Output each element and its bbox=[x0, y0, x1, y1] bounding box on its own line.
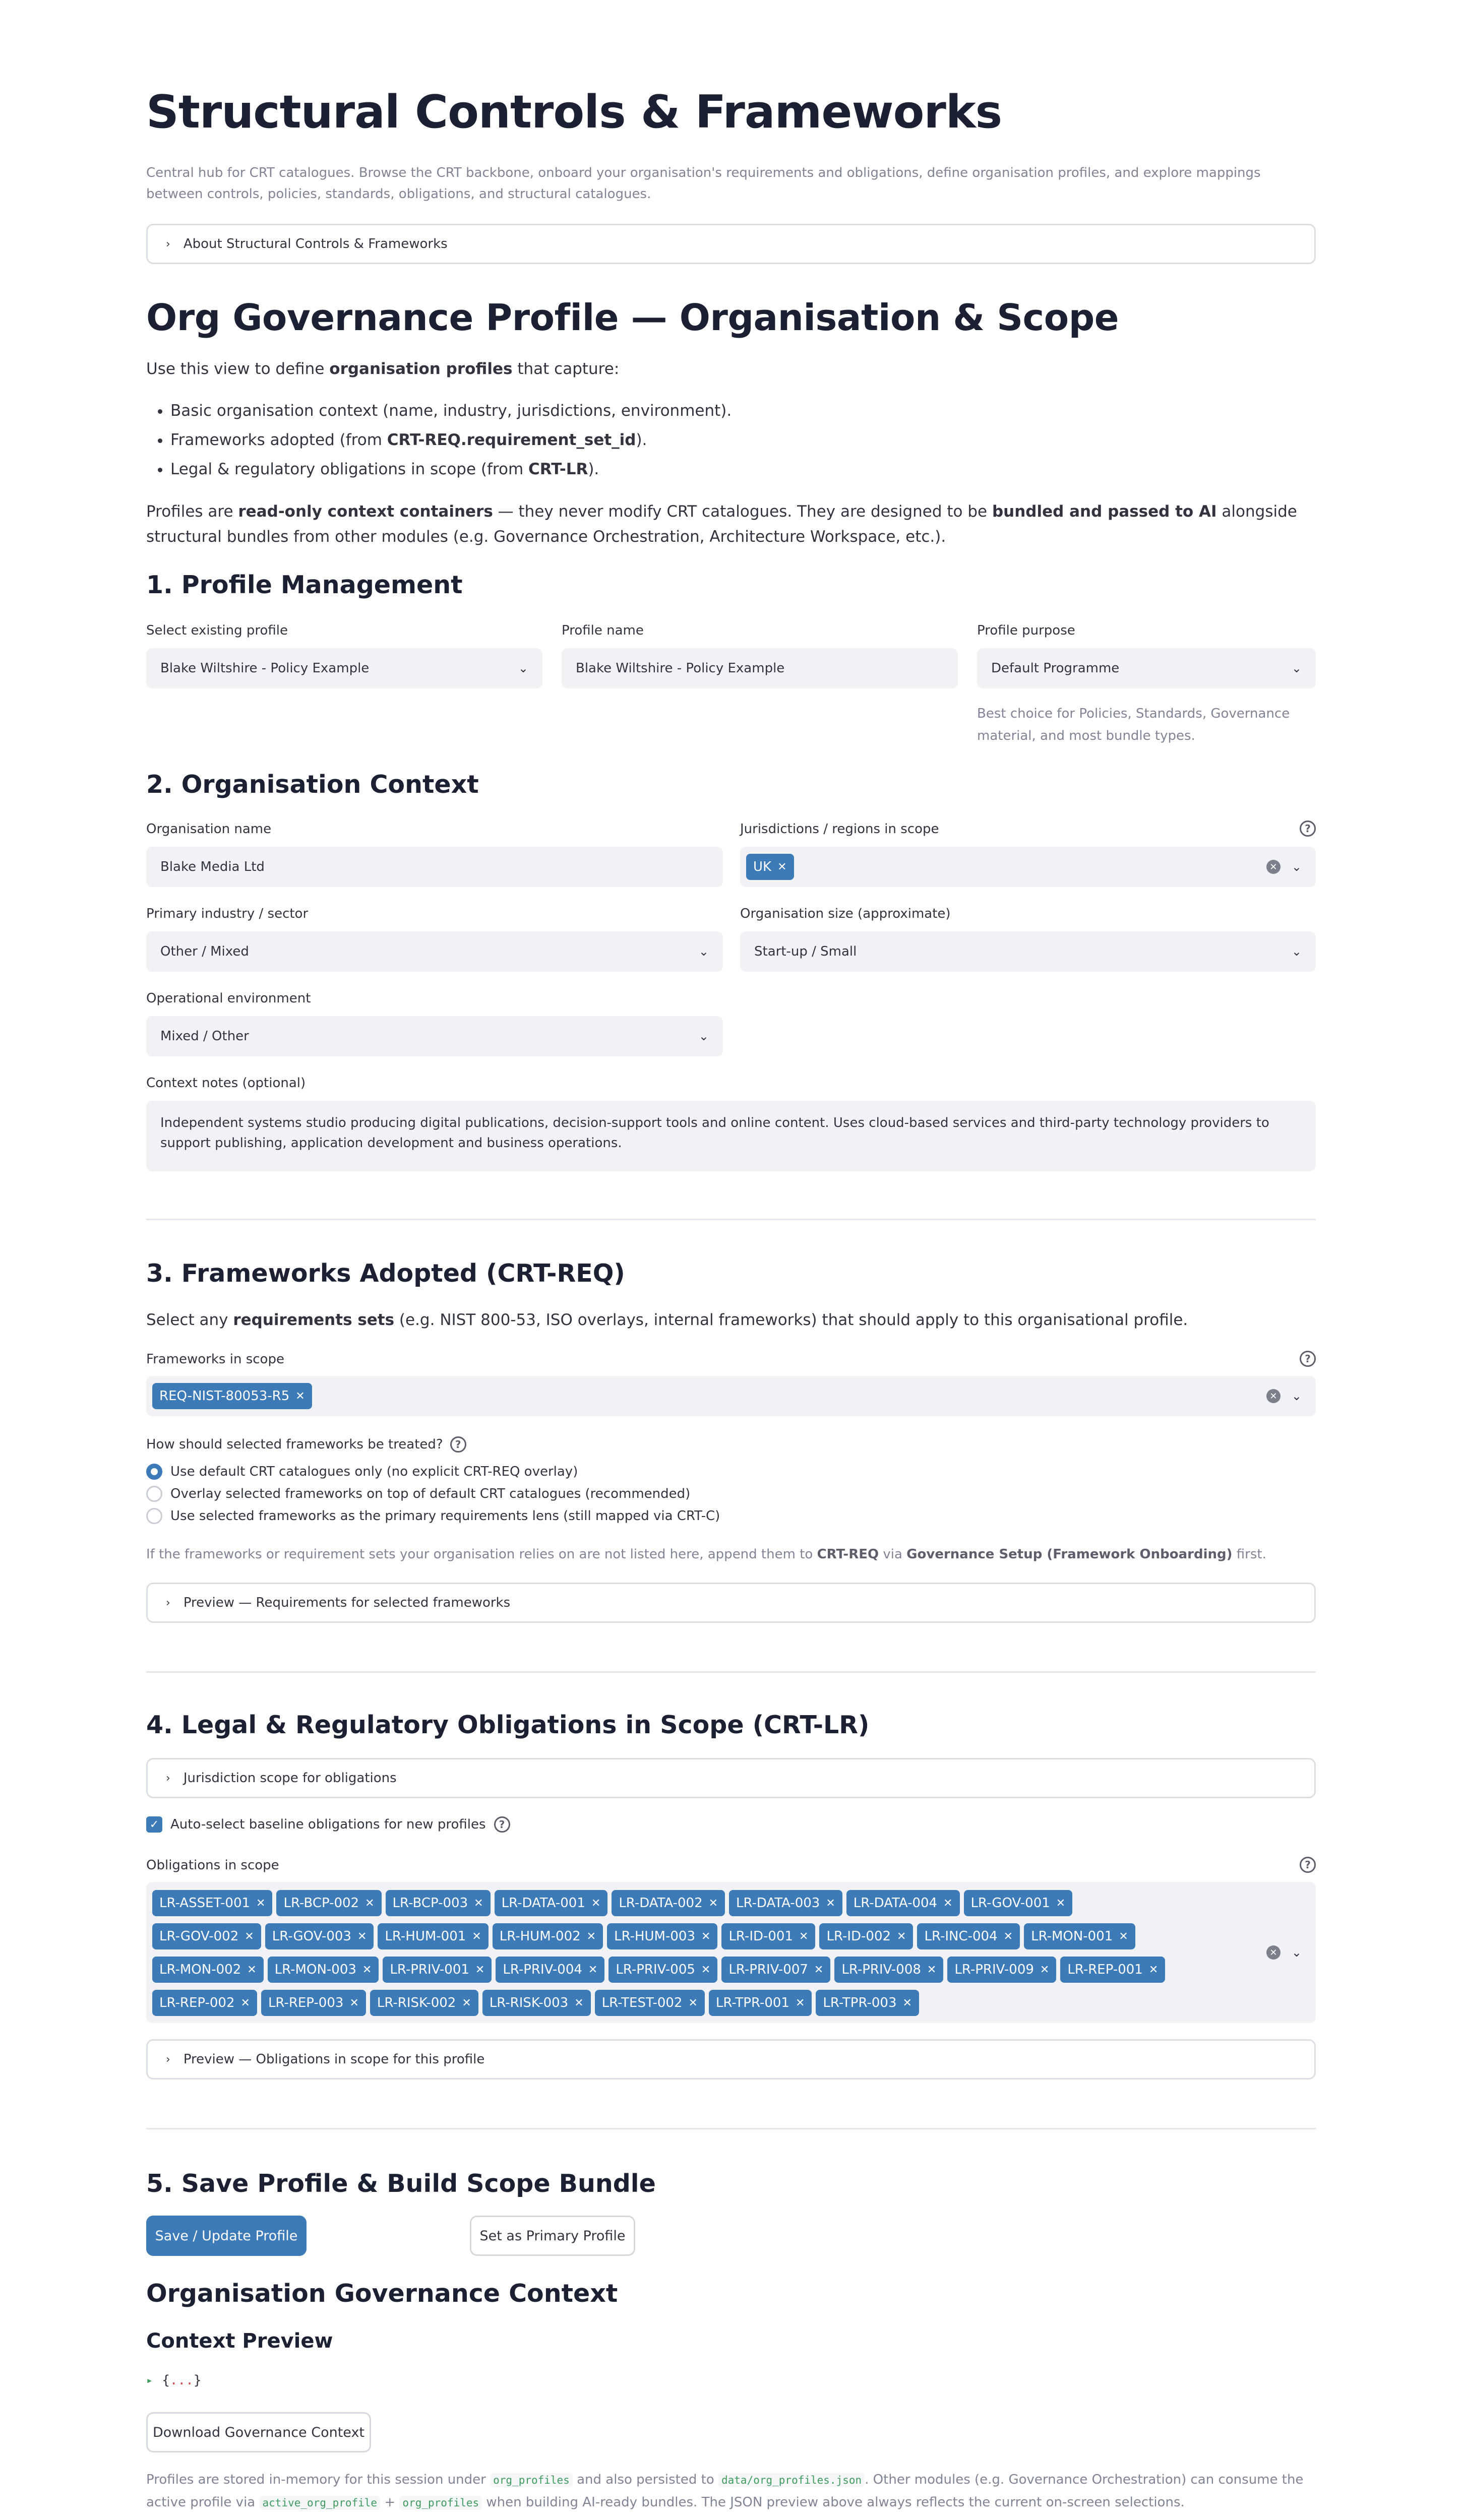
close-icon[interactable]: ✕ bbox=[708, 1897, 718, 1910]
chevron-down-icon[interactable]: ⌄ bbox=[1291, 860, 1302, 874]
environment-label: Operational environment bbox=[146, 991, 311, 1006]
obligation-tag-row bbox=[152, 1890, 1251, 1923]
org-size-label: Organisation size (approximate) bbox=[740, 906, 951, 921]
close-icon[interactable]: ✕ bbox=[701, 1963, 711, 1976]
radio-selected-icon[interactable] bbox=[146, 1464, 162, 1480]
obligation-tag[interactable]: LR-ID-001 ✕ bbox=[721, 1923, 815, 1949]
close-icon[interactable]: ✕ bbox=[814, 1963, 824, 1976]
chevron-right-icon: › bbox=[166, 1772, 170, 1785]
close-icon[interactable]: ✕ bbox=[586, 1930, 596, 1943]
obligation-tag[interactable]: LR-BCP-003 ✕ bbox=[386, 1890, 491, 1916]
treatment-radio-group bbox=[146, 1461, 720, 1527]
close-icon: ✕ bbox=[777, 860, 787, 873]
chevron-down-icon: ⌄ bbox=[1291, 661, 1302, 675]
obligation-tag[interactable]: LR-BCP-002 ✕ bbox=[276, 1890, 381, 1916]
select-profile-value: Blake Wiltshire - Policy Example bbox=[160, 661, 370, 676]
obligation-tag[interactable]: LR-DATA-001 ✕ bbox=[495, 1890, 608, 1916]
close-icon[interactable]: ✕ bbox=[943, 1897, 953, 1910]
obligation-tag[interactable]: LR-INC-004 ✕ bbox=[917, 1923, 1020, 1949]
obligation-tag[interactable]: LR-MON-002 ✕ bbox=[152, 1957, 264, 1983]
obligation-tag[interactable]: LR-TPR-003 ✕ bbox=[816, 1990, 919, 2016]
select-profile-dropdown[interactable] bbox=[146, 648, 542, 688]
close-icon[interactable]: ✕ bbox=[462, 1996, 471, 2009]
obligation-tag[interactable]: LR-PRIV-007 ✕ bbox=[721, 1957, 830, 1983]
obligation-tag[interactable]: LR-DATA-002 ✕ bbox=[612, 1890, 725, 1916]
close-icon[interactable]: ✕ bbox=[1119, 1930, 1128, 1943]
set-primary-button[interactable]: Set as Primary Profile bbox=[470, 2216, 635, 2256]
expand-triangle-icon[interactable]: ▸ bbox=[146, 2374, 153, 2387]
profile-purpose-label: Profile purpose bbox=[977, 623, 1075, 638]
obligation-tag[interactable]: LR-MON-001 ✕ bbox=[1024, 1923, 1135, 1949]
obligation-tag[interactable]: LR-MON-003 ✕ bbox=[268, 1957, 379, 1983]
obligation-tag[interactable]: LR-HUM-002 ✕ bbox=[493, 1923, 603, 1949]
jurisdictions-multiselect[interactable] bbox=[740, 847, 1316, 887]
radio-option[interactable]: Overlay selected frameworks on top of default CRT catalogues (recommended) bbox=[146, 1483, 720, 1505]
profile-purpose-help: Best choice for Policies, Standards, Governance material, and most bundle types. bbox=[977, 706, 1290, 743]
obligation-tag[interactable]: LR-PRIV-008 ✕ bbox=[834, 1957, 943, 1983]
profile-purpose-dropdown[interactable] bbox=[977, 648, 1316, 688]
frameworks-note: If the frameworks or requirement sets your organisation relies on are not listed here, append them to CRT-REQ via Governance Setup (Framework Onboarding) first. bbox=[146, 1547, 1266, 1562]
radio-option[interactable]: Use selected frameworks as the primary requirements lens (still mapped via CRT-C) bbox=[146, 1505, 720, 1527]
frameworks-label: Frameworks in scope bbox=[146, 1352, 284, 1367]
close-icon[interactable]: ✕ bbox=[574, 1996, 584, 2009]
intro-lead: Use this view to define organisation profiles that capture: bbox=[146, 360, 620, 378]
obligation-tag[interactable]: LR-TPR-001 ✕ bbox=[709, 1990, 812, 2016]
obligation-tag[interactable]: LR-HUM-001 ✕ bbox=[378, 1923, 488, 1949]
close-icon[interactable]: ✕ bbox=[795, 1996, 805, 2009]
close-icon[interactable]: ✕ bbox=[472, 1930, 481, 1943]
close-icon[interactable]: ✕ bbox=[588, 1963, 598, 1976]
org-size-value: Start-up / Small bbox=[754, 944, 857, 959]
radio-icon[interactable] bbox=[146, 1486, 162, 1502]
chevron-right-icon: › bbox=[166, 237, 170, 250]
frameworks-lead: Select any requirements sets (e.g. NIST 800-53, ISO overlays, internal frameworks) that should apply to this organisational profile. bbox=[146, 1311, 1188, 1329]
context-notes-value: Independent systems studio producing digital publications, decision-support tools and online content. Uses cloud-based services and third-party technology providers to support publishing, application development and business operations. bbox=[160, 1115, 1269, 1151]
obligations-controls bbox=[1266, 1945, 1302, 1960]
clear-icon[interactable]: ✕ bbox=[1266, 1945, 1281, 1960]
close-icon[interactable]: ✕ bbox=[902, 1996, 912, 2009]
close-icon[interactable]: ✕ bbox=[1003, 1930, 1013, 1943]
obligation-tag[interactable]: LR-PRIV-009 ✕ bbox=[947, 1957, 1056, 1983]
frameworks-preview-expander[interactable] bbox=[146, 1583, 1316, 1623]
clear-icon[interactable]: ✕ bbox=[1266, 860, 1281, 874]
governance-context-title: Organisation Governance Context bbox=[146, 2279, 618, 2308]
close-icon[interactable]: ✕ bbox=[1056, 1897, 1066, 1910]
close-icon[interactable]: ✕ bbox=[701, 1930, 711, 1943]
close-icon[interactable]: ✕ bbox=[247, 1963, 257, 1976]
frameworks-preview-label: Preview — Requirements for selected frameworks bbox=[183, 1595, 511, 1610]
frameworks-multiselect[interactable] bbox=[146, 1376, 1316, 1416]
close-icon[interactable]: ✕ bbox=[688, 1996, 698, 2009]
auto-select-checkbox[interactable]: ✓ Auto-select baseline obligations for new profiles ? bbox=[146, 1816, 510, 1833]
clear-icon[interactable]: ✕ bbox=[1266, 1389, 1281, 1403]
intro-bullets bbox=[146, 396, 732, 484]
obligation-tag[interactable]: LR-RISK-002 ✕ bbox=[370, 1990, 478, 2016]
close-icon[interactable]: ✕ bbox=[927, 1963, 937, 1976]
close-icon[interactable]: ✕ bbox=[591, 1897, 601, 1910]
jurisdictions-label: Jurisdictions / regions in scope bbox=[740, 822, 939, 837]
framework-tag[interactable]: REQ-NIST-80053-R5 ✕ bbox=[152, 1383, 312, 1409]
obligation-tag[interactable]: LR-ID-002 ✕ bbox=[819, 1923, 913, 1949]
obligation-tag[interactable]: LR-DATA-003 ✕ bbox=[729, 1890, 842, 1916]
obligations-preview-expander[interactable] bbox=[146, 2039, 1316, 2080]
obligations-tag-list bbox=[152, 1890, 1251, 2023]
obligation-tag[interactable]: LR-HUM-003 ✕ bbox=[607, 1923, 717, 1949]
help-icon[interactable]: ? bbox=[1300, 821, 1316, 837]
divider bbox=[146, 1219, 1316, 1220]
section-2-title: 2. Organisation Context bbox=[146, 770, 479, 799]
download-context-button[interactable]: Download Governance Context bbox=[146, 2412, 371, 2452]
section-title: Org Governance Profile — Organisation & Scope bbox=[146, 296, 1119, 339]
chevron-down-icon[interactable]: ⌄ bbox=[1291, 1945, 1302, 1960]
obligations-preview-label: Preview — Obligations in scope for this profile bbox=[183, 2052, 485, 2067]
about-expander[interactable] bbox=[146, 224, 1316, 264]
close-icon[interactable]: ✕ bbox=[897, 1930, 906, 1943]
chevron-right-icon: › bbox=[166, 1596, 170, 1609]
checkbox-checked-icon[interactable]: ✓ bbox=[146, 1816, 162, 1833]
help-icon[interactable]: ? bbox=[494, 1816, 510, 1833]
obligation-tag-row bbox=[152, 1990, 1251, 2023]
list-item: • Frameworks adopted (from CRT-REQ.requirement_set_id). bbox=[170, 425, 732, 455]
radio-icon[interactable] bbox=[146, 1508, 162, 1524]
close-icon[interactable]: ✕ bbox=[256, 1897, 266, 1910]
obligation-tag[interactable]: LR-ASSET-001 ✕ bbox=[152, 1890, 272, 1916]
section-1-title: 1. Profile Management bbox=[146, 571, 463, 599]
obligation-tag-row bbox=[152, 1957, 1251, 1990]
context-notes-label: Context notes (optional) bbox=[146, 1076, 306, 1091]
close-icon[interactable]: ✕ bbox=[474, 1897, 483, 1910]
section-4-title: 4. Legal & Regulatory Obligations in Scope (CRT-LR) bbox=[146, 1711, 870, 1739]
context-notes-textarea[interactable] bbox=[146, 1101, 1316, 1171]
obligation-tag[interactable]: LR-REP-003 ✕ bbox=[261, 1990, 366, 2016]
industry-value: Other / Mixed bbox=[160, 944, 249, 959]
jurisdiction-tag[interactable]: UK ✕ bbox=[746, 854, 794, 880]
close-icon[interactable]: ✕ bbox=[475, 1963, 485, 1976]
json-preview[interactable]: ▸ {...} bbox=[146, 2373, 202, 2388]
list-item: • Legal & regulatory obligations in scope (from CRT-LR). bbox=[170, 455, 732, 484]
industry-label: Primary industry / sector bbox=[146, 906, 309, 921]
obligation-tag[interactable]: LR-REP-002 ✕ bbox=[152, 1990, 257, 2016]
obligation-tag[interactable]: LR-PRIV-004 ✕ bbox=[496, 1957, 604, 1983]
help-icon[interactable]: ? bbox=[1300, 1351, 1316, 1367]
obligation-tag[interactable]: LR-GOV-003 ✕ bbox=[265, 1923, 374, 1949]
close-icon[interactable]: ✕ bbox=[357, 1930, 367, 1943]
close-icon[interactable]: ✕ bbox=[349, 1996, 359, 2009]
profile-name-input[interactable] bbox=[562, 648, 958, 688]
obligations-multiselect[interactable] bbox=[146, 1882, 1316, 2023]
obligation-tag[interactable]: LR-DATA-004 ✕ bbox=[846, 1890, 960, 1916]
org-size-dropdown[interactable] bbox=[740, 931, 1316, 972]
chevron-down-icon: ⌄ bbox=[698, 944, 709, 959]
close-icon[interactable]: ✕ bbox=[1148, 1963, 1159, 1976]
treatment-label: How should selected frameworks be treated? ? bbox=[146, 1436, 466, 1453]
jurisdiction-scope-label: Jurisdiction scope for obligations bbox=[183, 1771, 397, 1786]
obligation-tag[interactable]: LR-GOV-002 ✕ bbox=[152, 1923, 261, 1949]
obligation-tag[interactable]: LR-PRIV-005 ✕ bbox=[608, 1957, 717, 1983]
close-icon[interactable]: ✕ bbox=[245, 1930, 254, 1943]
save-profile-button[interactable]: Save / Update Profile bbox=[146, 2216, 307, 2256]
divider bbox=[146, 1671, 1316, 1673]
close-icon[interactable]: ✕ bbox=[1040, 1963, 1050, 1976]
context-preview-title: Context Preview bbox=[146, 2329, 333, 2353]
about-expander-label: About Structural Controls & Frameworks bbox=[183, 236, 448, 251]
divider bbox=[146, 2128, 1316, 2129]
industry-dropdown[interactable] bbox=[146, 931, 723, 972]
close-icon[interactable]: ✕ bbox=[240, 1996, 250, 2009]
org-name-label: Organisation name bbox=[146, 822, 272, 837]
help-icon[interactable]: ? bbox=[1300, 1857, 1316, 1873]
help-icon[interactable]: ? bbox=[450, 1436, 466, 1453]
close-icon: ✕ bbox=[295, 1390, 305, 1403]
list-item: • Basic organisation context (name, industry, jurisdictions, environment). bbox=[170, 396, 732, 425]
close-icon[interactable]: ✕ bbox=[362, 1963, 372, 1976]
obligation-tag[interactable]: LR-RISK-003 ✕ bbox=[482, 1990, 591, 2016]
obligation-tag[interactable]: LR-TEST-002 ✕ bbox=[595, 1990, 705, 2016]
environment-dropdown[interactable] bbox=[146, 1016, 723, 1056]
intro-paragraph: Profiles are read-only context containers — they never modify CRT catalogues. They are designed to be bundled and passed to AI alongside structural bundles from other modules (e.g. Governance Orchestration, Architecture Workspace, etc.). bbox=[146, 502, 1297, 546]
profile-purpose-value: Default Programme bbox=[991, 661, 1120, 676]
org-name-input[interactable] bbox=[146, 847, 723, 887]
section-3-title: 3. Frameworks Adopted (CRT-REQ) bbox=[146, 1259, 625, 1288]
storage-note: Profiles are stored in-memory for this session under org_profiles and also persisted to data/org_profiles.json . Other modules (e.g. Governance Orchestration) can consume the active profile via active_org_profile + org_profiles when building AI-ready bundles. The JSON preview above always reflects the current on-screen selections. bbox=[146, 2472, 1304, 2510]
select-profile-label: Select existing profile bbox=[146, 623, 288, 638]
close-icon[interactable]: ✕ bbox=[799, 1930, 809, 1943]
obligation-tag[interactable]: LR-REP-001 ✕ bbox=[1060, 1957, 1165, 1983]
profile-name-value: Blake Wiltshire - Policy Example bbox=[576, 661, 785, 676]
radio-option[interactable]: Use default CRT catalogues only (no explicit CRT-REQ overlay) bbox=[146, 1461, 720, 1483]
obligation-tag[interactable]: LR-GOV-001 ✕ bbox=[964, 1890, 1073, 1916]
environment-value: Mixed / Other bbox=[160, 1029, 249, 1044]
close-icon[interactable]: ✕ bbox=[826, 1897, 835, 1910]
obligations-label: Obligations in scope bbox=[146, 1858, 279, 1873]
close-icon[interactable]: ✕ bbox=[365, 1897, 375, 1910]
obligation-tag-row bbox=[152, 1923, 1251, 1957]
chevron-down-icon[interactable]: ⌄ bbox=[1291, 1389, 1302, 1403]
org-name-value: Blake Media Ltd bbox=[160, 859, 265, 874]
chevron-down-icon: ⌄ bbox=[1291, 944, 1302, 959]
page-subtitle: Central hub for CRT catalogues. Browse the CRT backbone, onboard your organisation's requirements and obligations, define organisation profiles, and explore mappings between controls, policies, standards, obligations, and structural catalogues. bbox=[146, 165, 1261, 202]
chevron-down-icon: ⌄ bbox=[518, 661, 528, 675]
jurisdiction-scope-expander[interactable] bbox=[146, 1758, 1316, 1798]
obligation-tag[interactable]: LR-PRIV-001 ✕ bbox=[383, 1957, 492, 1983]
chevron-down-icon: ⌄ bbox=[698, 1029, 709, 1043]
chevron-right-icon: › bbox=[166, 2053, 170, 2066]
section-5-title: 5. Save Profile & Build Scope Bundle bbox=[146, 2169, 656, 2198]
profile-name-label: Profile name bbox=[562, 623, 644, 638]
page-title: Structural Controls & Frameworks bbox=[146, 86, 1002, 139]
